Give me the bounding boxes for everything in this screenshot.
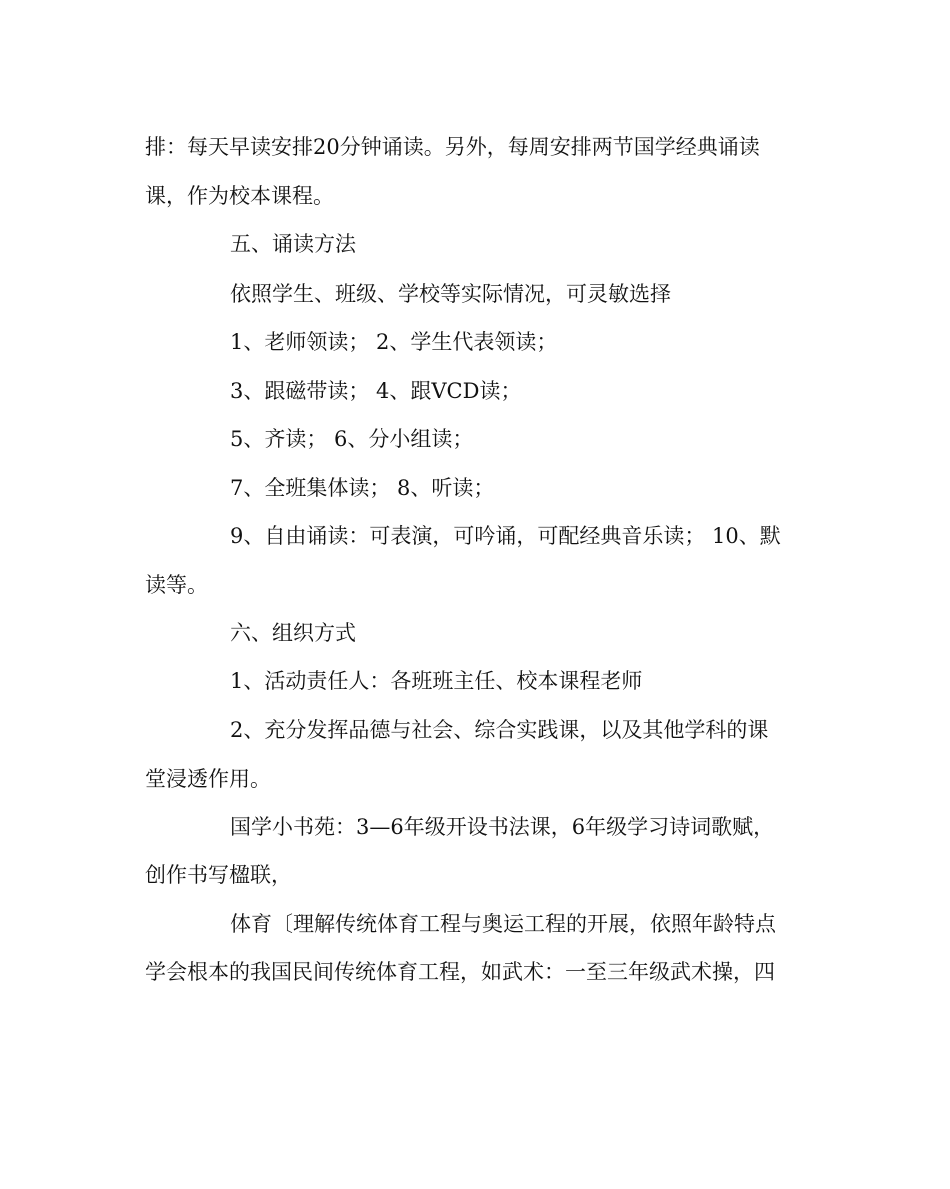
text-line: 国学小书苑：3—6年级开设书法课，6年级学习诗词歌赋， xyxy=(230,815,775,839)
section-heading-reading-methods: 五、诵读方法 xyxy=(230,232,356,256)
text-line: 体育〔理解传统体育工程与奥运工程的开展，依照年龄特点 xyxy=(230,912,776,936)
text-line-continuation: 创作书写楹联， xyxy=(145,863,292,887)
text-line-continuation: 课，作为校本课程。 xyxy=(145,184,334,208)
text-line-continuation: 排：每天早读安排20分钟诵读。另外，每周安排两节国学经典诵读 xyxy=(145,135,760,159)
section-heading-organization: 六、组织方式 xyxy=(230,621,356,645)
list-item: 7、全班集体读； 8、听读； xyxy=(230,476,495,500)
list-item: 3、跟磁带读； 4、跟VCD读； xyxy=(230,379,522,403)
list-item: 1、老师领读； 2、学生代表领读； xyxy=(230,330,558,354)
text-line-continuation: 堂浸透作用。 xyxy=(145,767,271,791)
list-item: 9、自由诵读：可表演，可吟诵，可配经典音乐读； 10、默 xyxy=(230,524,781,548)
text-line-continuation: 读等。 xyxy=(145,573,208,597)
text-line: 依照学生、班级、学校等实际情况，可灵敏选择 xyxy=(230,282,671,306)
list-item: 1、活动责任人：各班班主任、校本课程老师 xyxy=(230,669,643,693)
text-line-continuation: 学会根本的我国民间传统体育工程，如武术：一至三年级武术操，四 xyxy=(145,960,775,984)
list-item: 5、齐读； 6、分小组读； xyxy=(230,427,474,451)
list-item: 2、充分发挥品德与社会、综合实践课，以及其他学科的课 xyxy=(230,718,769,742)
